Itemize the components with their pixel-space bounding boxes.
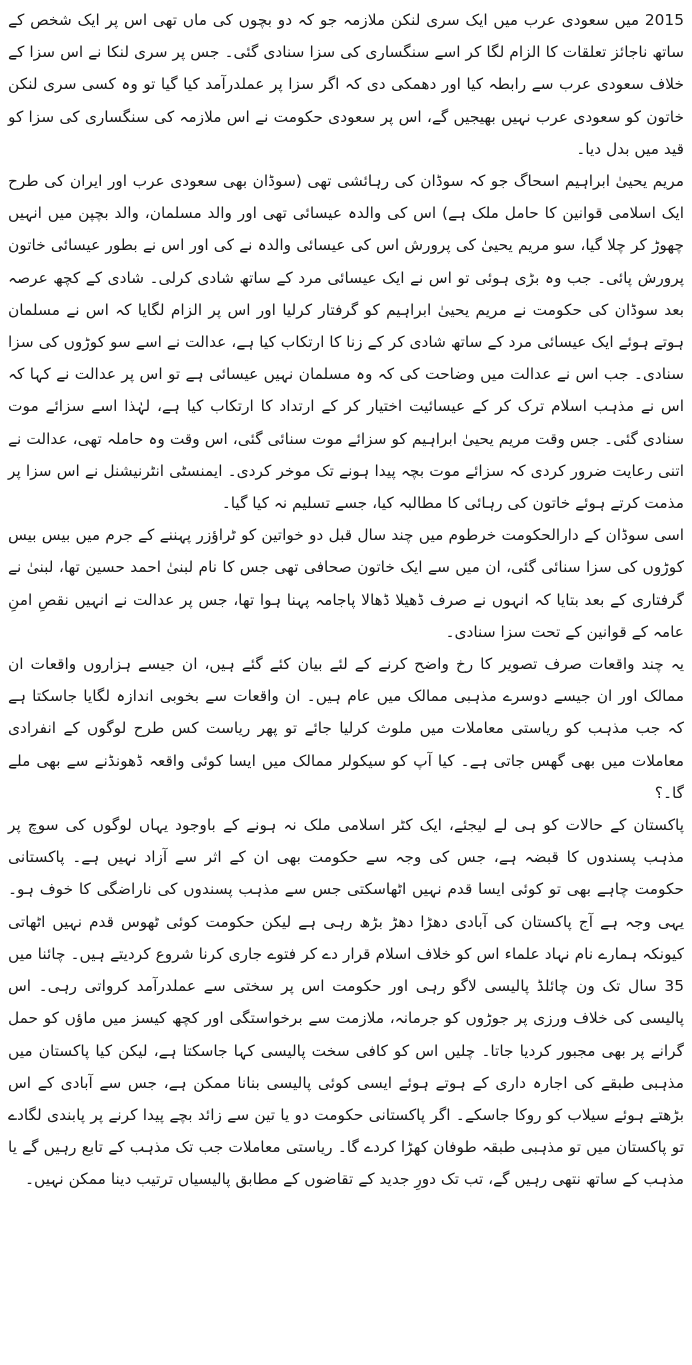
paragraph-mariam-yahya-case: مریم یحییٰ ابراہیم اسحاگ جو کہ سوڈان کی رہائشی تھی (سوڈان بھی سعودی عرب اور ایران کی طرح ایک اسلامی قوانین کا حامل ملک ہے) اس کی والدہ عیسائی تھی اور والد مسلمان، والد بچپن میں انہیں چھوڑ کر چلا گیا، سو مریم یحییٰ کی پرورش اس کی عیسائی والدہ نے کی اور اس نے بطور عیسائی خاتون پرورش پائی۔ جب وہ بڑی ہوئی تو اس نے ایک عیسائی مرد کے ساتھ شادی کرلی۔ شادی کے کچھ عرصہ بعد سوڈان کی حکومت نے مریم یحییٰ ابراہیم کو گرفتار کرلیا اور اس پر الزام لگایا کہ اس نے مسلمان ہوتے ہوئے ایک عیسائی مرد کے ساتھ شادی کر کے زنا کا ارتکاب کیا ہے، عدالت نے اسے سو کوڑوں کی سزا سنادی۔ جب اس نے عدالت میں وضاحت کی کہ وہ مسلمان نہیں عیسائی ہے تو اس پر عدالت نے کہا کہ اس نے مذہب اسلام ترک کر کے عیسائیت اختیار کر کے ارتداد کا ارتکاب کیا ہے، لہٰذا اسے سزائے موت سنادی گئی۔ جس وقت مریم یحییٰ ابراہیم کو سزائے موت سنائی گئی، اس وقت وہ حاملہ تھی، عدالت نے اتنی رعایت ضرور کردی کہ سزائے موت بچہ پیدا ہونے تک موخر کردی۔ ایمنسٹی انٹرنیشنل نے اس سزا پر مذمت کرتے ہوئے خاتون کی رہائی کا مطالبہ کیا، جسے تسلیم نہ کیا گیا۔ bbox=[8, 172, 684, 513]
paragraph-khartoum-trousers-case: اسی سوڈان کے دارالحکومت خرطوم میں چند سال قبل دو خواتین کو ٹراؤزر پہننے کے جرم میں بیس بیس کوڑوں کی سزا سنائی گئی، ان میں سے ایک خاتون صحافی تھی جس کا نام لبنیٰ احمد حسین تھا، لبنیٰ نے گرفتاری کے بعد بتایا کہ انہوں نے صرف ڈھیلا ڈھالا پاجامہ پہنا ہوا تھا، جس پر عدالت نے انہیں نقصِ امنِ عامہ کے قوانین کے تحت سزا سنادی۔ bbox=[8, 526, 684, 641]
paragraph-pakistan-population-policy: پاکستان کے حالات کو ہی لے لیجئے، ایک کٹر اسلامی ملک نہ ہونے کے باوجود یہاں لوگوں کی سوچ پر مذہب پسندوں کا قبضہ ہے، جس کی وجہ سے حکومت بھی ان کے اثر سے آزاد نہیں ہے۔ پاکستانی حکومت چاہے بھی تو کوئی ایسا قدم نہیں اٹھاسکتی جس سے مذہب پسندوں کی ناراضگی کا خوف ہو۔ یہی وجہ ہے آج پاکستان کی آبادی دھڑا دھڑ بڑھ رہی ہے لیکن حکومت کوئی ٹھوس قدم نہیں اٹھاتی کیونکہ ہمارے نام نہاد علماء اس کو خلاف اسلام قرار دے کر فتوے جاری کرنا شروع کردیتے ہیں۔ چائنا میں 35 سال تک ون چائلڈ پالیسی لاگو رہی اور حکومت اس پر سختی سے عملدرآمد کرواتی رہی۔ اس پالیسی کی خلاف ورزی پر جوڑوں کو جرمانہ، ملازمت سے برخواستگی اور کچھ کیسز میں ماؤں کو حمل گرانے پر بھی مجبور کردیا جاتا۔ چلیں اس کو کافی سخت پالیسی کہا جاسکتا ہے، لیکن کیا پاکستان میں مذہبی طبقے کی اجارہ داری کے ہوتے ہوئے ایسی کوئی پالیسی بنانا ممکن ہے، جس سے آبادی کے اس بڑھتے ہوئے سیلاب کو روکا جاسکے۔ اگر پاکستانی حکومت دو یا تین سے زائد بچے پیدا کرنے پر پابندی لگادے تو پاکستان میں تو مذہبی طبقہ طوفان کھڑا کردے گا۔ ریاستی معاملات جب تک مذہب کے تابع رہیں گے یا مذہب کے ساتھ نتھی رہیں گے، تب تک دورِ جدید کے تقاضوں کے مطابق پالیسیاں ترتیب دینا ممکن نہیں۔ bbox=[8, 816, 684, 1189]
paragraph-saudi-maid-case: 2015 میں سعودی عرب میں ایک سری لنکن ملازمہ جو کہ دو بچوں کی ماں تھی اس پر ایک شخص کے ساتھ ناجائز تعلقات کا الزام لگا کر اسے سنگساری کی سزا سنادی گئی۔ جس پر سری لنکا نے اس سزا کے خلاف سعودی عرب سے رابطہ کیا اور دھمکی دی کہ اگر سزا پر عملدرآمد کیا گیا تو وہ کسی سری لنکن خاتون کو سعودی عرب نہیں بھیجیں گے، اس پر سعودی حکومت نے اس ملازمہ کی سنگساری کی سزا کو قید میں بدل دیا۔ bbox=[8, 11, 684, 158]
paragraph-religious-states-summary: یہ چند واقعات صرف تصویر کا رخ واضح کرنے کے لئے بیان کئے گئے ہیں، ان جیسے ہزاروں واقعات ان ممالک اور ان جیسے دوسرے مذہبی ممالک میں عام ہیں۔ ان واقعات سے بخوبی اندازہ لگایا جاسکتا ہے کہ جب مذہب کو ریاستی معاملات میں ملوث کرلیا جائے تو پھر ریاست کس طرح لوگوں کے انفرادی معاملات میں بھی گھس جاتی ہے۔ کیا آپ کو سیکولر ممالک میں ایسا کوئی واقعہ ڈھونڈنے سے بھی ملے گا۔؟ bbox=[8, 655, 684, 802]
